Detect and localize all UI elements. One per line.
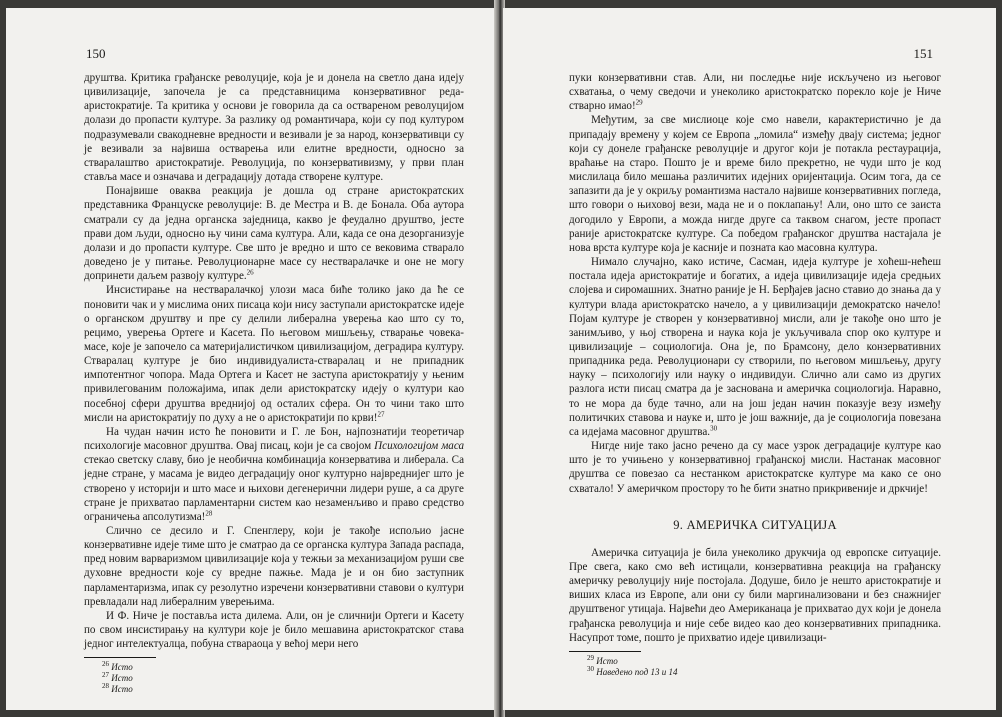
footnote-text: Исто xyxy=(109,684,133,695)
text-run: На чудан начин исто ће поновити и Г. ле Бон, најпознатији теоретичар психологије масовног друштва. Овај писац, који је са својом xyxy=(84,425,464,453)
footnote-marker: 27 xyxy=(377,410,385,419)
right-page xyxy=(503,8,996,710)
paragraph xyxy=(569,546,941,645)
footnote-marker: 29 xyxy=(635,98,643,107)
paragraph xyxy=(84,184,464,283)
paragraph xyxy=(84,71,464,184)
text-run: друштва. Критика грађанске револуције, која је и донела на светло дана идеју цивилизације, започела је са представницима конзервативног реда-аристократије. Та критика у основи је говорила да са оствареном револуцијом долази до пропасти културе. За разлику од романтичара, који су под културом подразумевали свакодневне вредности и везивали је за народ, конзервативци су је везивали за највиша остварења или елитне вредности, односно за стваралаштво аристократије. Револуција, по конзервативизму, у први план ставља масе и означава и деградацију дотада створене културе. xyxy=(84,72,464,184)
footnote-text: Исто xyxy=(109,662,133,673)
left-page xyxy=(6,8,496,710)
right-paragraphs-before xyxy=(569,71,941,496)
paragraph xyxy=(569,113,941,255)
footnote-text: Исто xyxy=(594,655,618,666)
right-page-text xyxy=(569,71,941,678)
paragraph xyxy=(569,71,941,113)
section-heading: 9. АМЕРИЧКА СИТУАЦИЈА xyxy=(673,517,837,532)
right-paragraphs-after xyxy=(569,546,941,645)
text-run: пуки конзервативни став. Али, ни последње није искључено из његовог схватања, о чему сведочи и унеколико аристократско порекло које је Ниче стварно имао! xyxy=(569,72,941,113)
paragraph xyxy=(84,425,464,524)
text-run: стекао светску славу, био је необична комбинација конзерватива и либерала. Са једне стране, у масама је видео деградацију оног културно највреднијег што је створено у историји и што масе и њихови дегенерични лидери руше, а са друге стране је прихватао парламентарни систем као незаменљиво и право средство ограничења апсолутизма! xyxy=(84,454,464,523)
page-number: 150 xyxy=(86,46,106,61)
right-footnotes xyxy=(569,653,941,678)
paragraph xyxy=(84,609,464,651)
text-run: Америчка ситуација је била унеколико друкчија од европске ситуације. Пре свега, како смо већ истицали, конзервативна реакција на грађанску америчку револуцију није постојала. Додуше, било је нешто аристократије и виших класа из Европе, али они су били маргинализовани и без снажнијег друштвеног утицаја. Највећи део Американаца је прихватао дух који је донела грађанска револуција и није себе видео као део конзервативних припадника. Насупрот томе, пошто је прихватио идеје цивилизаци- xyxy=(569,546,941,644)
text-run: Инсистирање на нестваралачкој улози маса биће толико јако да ће се поновити чак и у мислима оних писаца који нису заступали аристократске идеје о органском друштву и пре су делили либерална уверења као што су то, рецимо, уверења Ортеге и Касета. По његовом мишљењу, стварање човека-масе, које је започело са материјалистичком цивилизацијом, деградира културу. Стваралац културе је био индивидуалиста-стваралац и не припадник импотентног чопора. Мада Ортега и Касет не заступа аристократију у њеним привилегованим положајима, ипак дели аристократску идеју о култури као посебној сфери друштва вредниjoj од осталих сфера. Он то чини тако што мисли на аристократију по духу а не о аристократији по крви! xyxy=(84,284,464,424)
paragraph xyxy=(84,524,464,609)
footnote-rule xyxy=(84,657,156,658)
text-run: Међутим, за све мислиоце које смо навели, карактеристично је да припадају времену у којем се Европа „ломила“ између двају система; једног који су донеле грађанске револуције и другог који је потакла рестаурација, враћање на старо. Пошто је и време било прекретно, не чуди што је код мислилаца било мешања различитих идејних оријентација. Осим тога, да се запазити да је у окриљу романтизма настало највише конзервативних погледа, што говори о њиховој вези, мада не и о поклапању! Али, оно што се заиста догодило у Европи, а можда нигде друге са таквом снагом, јесте пропаст раније аристократске културе. Са победом грађанског друштва настајала је нова врста културе која је касније и позната као масовна култура. xyxy=(569,114,941,254)
footnote xyxy=(84,662,464,673)
footnote-number: 28 xyxy=(102,682,109,691)
left-footnotes xyxy=(84,662,464,695)
footnote xyxy=(569,653,941,667)
footnote xyxy=(84,673,464,684)
footnote-text: Исто xyxy=(109,673,133,684)
paragraph xyxy=(84,283,464,425)
footnote xyxy=(84,684,464,695)
footnote-number: 26 xyxy=(102,660,109,669)
footnote-text: Наведено под 13 и 14 xyxy=(594,666,678,677)
footnote-marker: 30 xyxy=(710,424,718,433)
footnote-marker: 28 xyxy=(205,509,213,518)
footnote-number: 27 xyxy=(102,671,109,680)
left-paragraphs xyxy=(84,71,464,651)
text-run: Понајвише оваква реакција је дошла од стране аристократских представника Француске револуције: В. де Местра и В. де Бонала. Оба аутора сматрали су да једна органска заједница, какво је феудално друштво, јесте прави дом људи, односно њу чини сама култура. Али, када се она дезорганизује долази и до пропасти културе. Све што је вредно и што се вековима стварало доведено је у питање. Револуционарне масе су нестваралачке и оне не могу допринети даљем развоју културе. xyxy=(84,185,464,283)
text-run: И Ф. Ниче је поставља иста дилема. Али, он је сличнији Ортеги и Касету по свом инсистирању на култури које је било мешавина аристократског става једног интелектуалца, побуна ствараоца у већој мери него xyxy=(84,609,464,651)
footnote-number: 30 xyxy=(587,664,594,673)
footnote-number: 29 xyxy=(587,653,594,662)
left-page-text xyxy=(84,71,464,695)
footnote-marker: 26 xyxy=(246,268,254,277)
italic-title: Психологијом маса xyxy=(374,440,465,453)
text-run: Нигде није тако јасно речено да су масе узрок деградације културе као што је то учињено у конзервативној грађанској мисли. Настанак масовног друштва се повезао са нестанком аристократске културе ма како се оно схватало! У америчком простору то ће бити знатно прикривеније и дркчије! xyxy=(569,440,941,495)
text-run: Нимало случајно, како истиче, Сасман, идеја културе је хоћеш-нећеш постала идеја аристократије и богатих, а идеја цивилизације идеја средњих слојева и сиромашних. Знатно раније је Н. Берђајев јасно ставио до знања да у култури влада аристократско начело, а у цивилизацији демократско начело! Појам културе је створен у конзервативној мисли, али је такође оно што је занимљиво, у њој створена и наука која је укључивала спор око културе и цивилизације – социологија. Она је, по Брамсону, дело конзервативних припадника реда. Револуционари су створили, по његовом мишљењу, другу науку – психологију или науку о индивидуи. Слично али само из других разлога исти писац сматра да је заснована и америчка социологија. Наравно, то не мора да буде тачно, али на још један начин показује везу између политичких ставова и науке и, што је још важније, да је социологија повезана са идејама масовног друштва. xyxy=(569,256,941,438)
paragraph xyxy=(569,255,941,439)
text-run: Слично се десило и Г. Спенглеру, који је такође испољио јасне конзервативне идеје тиме што је сматрао да се органска култура Запада распада, пред новим варваризмом цивилизације која у тежњи за механизацијом руши све духовне вредности које су вредне пажње. Мада је и он био заступник парламентаризма, ипак су резолутно изречени конзервативни ставови о култури превладали над либералним уверењима. xyxy=(84,525,464,608)
footnote xyxy=(569,664,941,678)
page-number: 151 xyxy=(913,46,933,61)
paragraph xyxy=(569,439,941,496)
footnote-rule xyxy=(569,651,641,652)
